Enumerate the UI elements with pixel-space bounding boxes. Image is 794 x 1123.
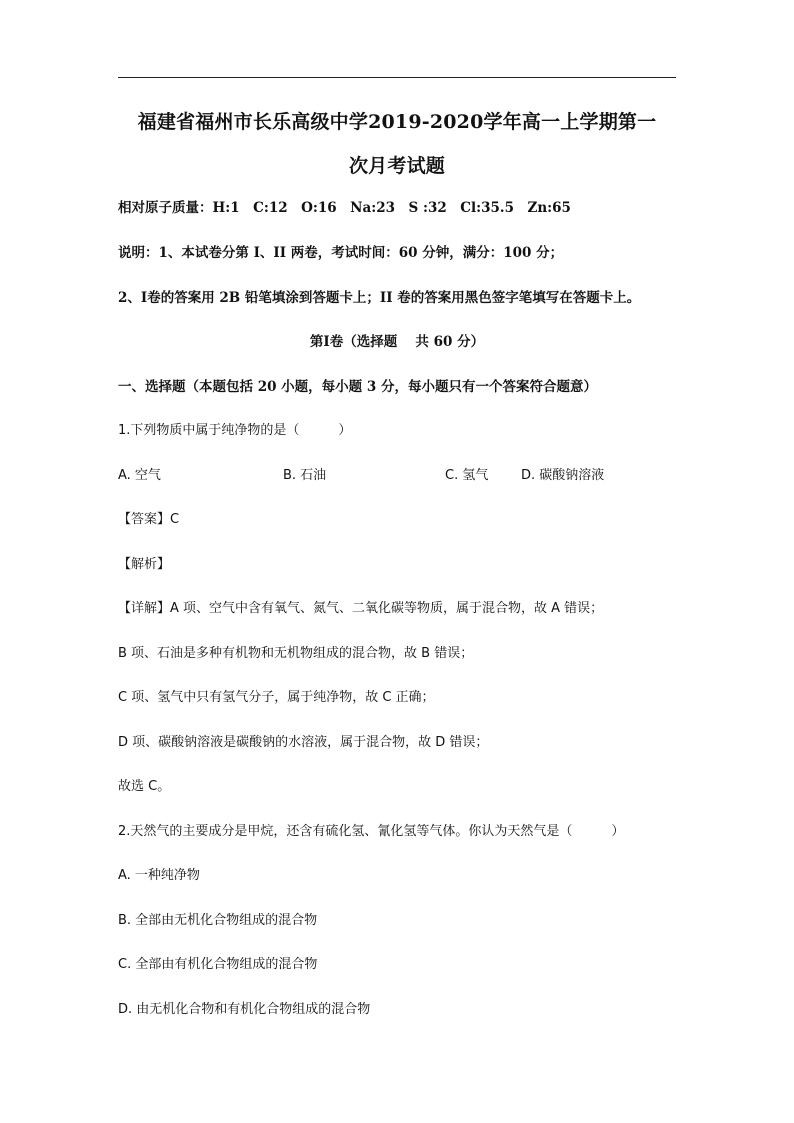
question-2-option-c: C. 全部由有机化合物组成的混合物: [118, 957, 318, 972]
question-1-option-a: A. 空气: [118, 468, 161, 483]
question-1-detail-line: B 项、石油是多种有机物和无机物组成的混合物，故 B 错误；: [118, 646, 474, 661]
question-1-answer: 【答案】C: [118, 512, 180, 527]
atomic-mass-line: 相对原子质量：H:1 C:12 O:16 Na:23 S :32 Cl:35.5 Zn:65: [118, 200, 571, 216]
question-2-option-a: A. 一种纯净物: [118, 868, 200, 883]
question-1-option-c: C. 氢气: [445, 468, 489, 483]
question-1-option-b: B. 石油: [283, 468, 327, 483]
question-1-detail-line: 故选 C。: [118, 779, 171, 794]
question-1-detail-line: C 项、氢气中只有氢气分子，属于纯净物，故 C 正确；: [118, 690, 435, 705]
question-2-option-b: B. 全部由无机化合物组成的混合物: [118, 913, 318, 928]
part-title: 第Ⅰ卷（选择题 共 60 分）: [309, 334, 485, 350]
question-1-stem: 1.下列物质中属于纯净物的是（ ）: [118, 423, 352, 438]
question-1-analysis-label: 【解析】: [118, 557, 171, 572]
instructions-note-1: 说明：1、本试卷分第 I、II 两卷，考试时间：60 分钟，满分：100 分；: [118, 245, 564, 261]
title-line-1: 福建省福州市长乐高级中学2019-2020学年高一上学期第一: [137, 111, 657, 133]
header-rule: [118, 77, 676, 78]
question-2-stem: 2.天然气的主要成分是甲烷，还含有硫化氢、氰化氢等气体。你认为天然气是（ ）: [118, 824, 625, 839]
exam-title: [118, 100, 676, 188]
question-1-detail-line: 【详解】A 项、空气中含有氧气、氮气、二氧化碳等物质，属于混合物，故 A 错误；: [118, 601, 604, 616]
question-2-option-d: D. 由无机化合物和有机化合物组成的混合物: [118, 1002, 371, 1017]
instructions-note-2: 2、Ⅰ卷的答案用 2B 铅笔填涂到答题卡上；II 卷的答案用黑色签字笔填写在答题卡上。: [118, 290, 641, 306]
question-1-detail-line: D 项、碳酸钠溶液是碳酸钠的水溶液，属于混合物，故 D 错误；: [118, 735, 489, 750]
title-line-2: 次月考试题: [348, 155, 445, 177]
section-heading: 一、选择题（本题包括 20 小题，每小题 3 分，每小题只有一个答案符合题意）: [118, 379, 597, 395]
question-1-option-d: D. 碳酸钠溶液: [521, 468, 605, 483]
